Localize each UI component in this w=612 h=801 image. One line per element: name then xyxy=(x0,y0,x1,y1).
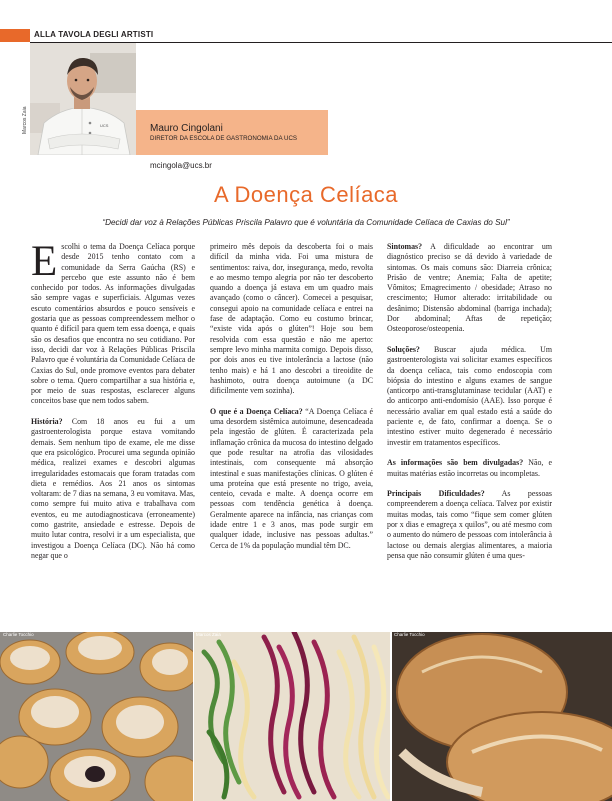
paragraph: A dificuldade ao encontrar um diagnóstico preciso se dá devido à variedade de sintomas. Os mais comuns são: Diarreia crônica; Prisão de ventre; Anemia; Falta de apetite; Vômitos; Emagrecimento / obesidade; Atraso no crescimento; Humor alterado: irritabilidade ou desânimo; Distensão abdominal (barriga inchada); Dor abdominal; Aftas de repetição; Osteoporose/osteopenia. xyxy=(387,242,552,334)
paragraph: Buscar ajuda médica. Um gastroenterologista vai solicitar exames específicos da doença celíaca, tais como endoscopia com biópsia do intestino e alguns exames de sangue (anticorpo anti-transglutaminase tecidular (AAT) e do anticorpo anti-endomísio (AAE). Isso porque é necessário avaliar em qual estado está a saúde do paciente e, de fato, confirmar a doença. Se o intestino estiver muito degenerado é necessário investir em tratamentos específicos. xyxy=(387,344,552,447)
photo-credit: Marcos Zaia xyxy=(22,106,28,134)
paragraph: primeiro mês depois da descoberta foi o mais difícil da minha vida. Foi uma mistura de sentimentos: raiva, dor, insegurança, medo, revolta e ao mesmo tempo alegria por não ter descoberto quando a doença já estava em um quadro mais avançado (como o câncer). Comecei a pesquisar, consegui apoio na comunidade celíaca e entrei na fase de adaptação. Como eu costumo brincar, “existe vida após o glúten”! Hoje sou bem resolvida com essa questão e não me aperto: sempre levo minha marmita comigo. Depois disso, por dois anos eu tive intolerância a lactose (não tenho mais) e há 1 ano descobri a tireoidite de hashimoto, outra doença autoimune (a DC dificilmente vem sozinha). xyxy=(210,242,373,396)
article-column-2 xyxy=(210,242,373,561)
photo-credit-left: Charlie Tocchio xyxy=(3,632,34,637)
photo-credit-mid: Marcos Zaia xyxy=(196,632,221,637)
paragraph: scolhi o tema da Doença Celíaca porque desde 2015 tenho contato com a comunidade da Serra Gaúcha (RS) e percebo que este assunto não é bem conhecido por todos. As informações divulgadas são sempre vagas e superficiais. Algumas vezes escuto comentários absurdos e pouco sensíveis e gostaria que as pessoas compreendessem melhor o quanto é difícil para quem tem essa doença, e quais são os desafios que encontra no seu cotidiano. Por isso, decidi dar voz à Relações Públicas Priscila Palavro que é voluntária da Comunidade Celíaca de Caxias do Sul, onde promove eventos para debater sobre o tema. Quero compartilhar a sua história e, por meio de suas respostas, esclarecer alguns conceitos base que nem todos sabem. xyxy=(31,242,195,406)
question-heading: Principais Dificuldades? xyxy=(387,489,485,499)
author-email[interactable]: mcingola@ucs.br xyxy=(150,161,212,170)
drop-cap: E xyxy=(31,238,58,285)
question-heading: Sintomas? xyxy=(387,242,423,251)
question-heading: O que é a Doença Celíaca? xyxy=(210,406,303,416)
article-column-3 xyxy=(387,242,552,572)
svg-text:UCS: UCS xyxy=(100,123,109,128)
paragraph: Não, e muitas matérias estão incorretas ou incompletas. xyxy=(387,458,552,478)
photo-bread xyxy=(392,632,612,801)
article-column-1 xyxy=(31,238,195,572)
article-subtitle: “Decidi dar voz à Relações Públicas Priscila Palavro que é voluntária da Comunidade Celíaca de Caxias do Sul” xyxy=(102,218,510,227)
photo-credit-right: Charlie Tocchio xyxy=(394,632,425,637)
question-heading: As informações são bem divulgadas? xyxy=(387,458,524,468)
author-photo xyxy=(30,43,136,155)
photo-pastries xyxy=(0,632,193,801)
author-role: DIRETOR DA ESCOLA DE GASTRONOMIA DA UCS xyxy=(150,135,298,142)
section-color-bar xyxy=(0,29,30,42)
paragraph: As pessoas compreenderem a doença celíaca. Talvez por existir muitas modas, tais como “fique sem comer glúten por x dias e emagreça x quilos”, ou até mesmo com o aumento do número de pessoas com intolerância à lactose ou demais alergias alimentares, a maioria pensa que não consumir glúten é uma ques- xyxy=(387,489,552,560)
section-tag: ALLA TAVOLA DEGLI ARTISTI xyxy=(34,30,154,39)
question-heading: História? xyxy=(31,417,63,427)
author-name: Mauro Cingolani xyxy=(150,123,223,134)
photo-pasta xyxy=(194,632,390,801)
question-heading: Soluções? xyxy=(387,344,420,354)
article-title: A Doença Celíaca xyxy=(213,182,399,207)
paragraph: Com 18 anos eu fui a um gastroenterologista porque estava vomitando demais. Sem nenhum tipo de exame, ele me disse que era psicológico. Procurei uma segunda opinião médica, realizei exames e descobri algumas irregularidades estomacais que foram tratadas com dieta e remédios. Aos 21 anos os sintomas voltaram: de 7 dias na semana, 3 eu vomitava. Mas, como sempre fui muito ativa e trabalhava com eventos, eu me autodiagnosticava (erroneamente) como gastrite, ansiedade e estresse. Depois de muito lutar contra, resolvi ir a um especialista, que investigou a Doença Celíaca (DC). Não há como negar que o xyxy=(31,417,195,560)
paragraph: “A Doença Celíaca é uma desordem sistêmica autoimune, desencadeada pela ingestão de glúten. É caracterizada pela inflamação crônica da mucosa do intestino delgado que pode resultar na atrofia das vilosidades intestinais, com consequente má absorção intestinal e suas manifestações clínicas. O glúten é uma proteína que está presente no trigo, aveia, centeio, cevada e malte. A doença ocorre em pessoas com tendência genética à doença. Geralmente aparece na infância, nas crianças com idade entre 1 e 3 anos, mas pode surgir em qualquer idade, inclusive nas pessoas adultas.” Cerca de 1% da população mundial têm DC. xyxy=(210,406,373,550)
